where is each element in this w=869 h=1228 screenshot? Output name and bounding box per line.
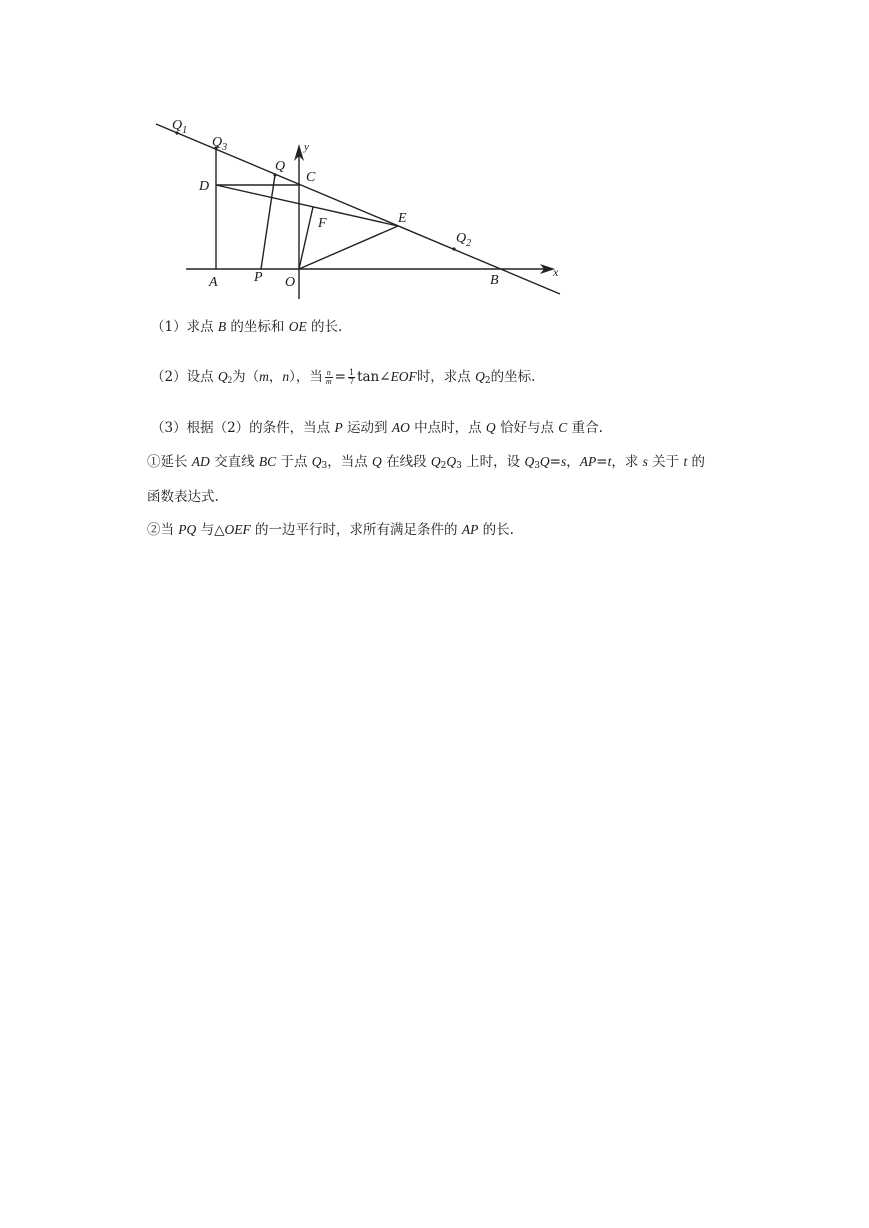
question-2: （2）设点 Q2为（m，n），当 $\frac{n}{m}$ = $\frac{1}{7}$ tan∠EOF时，求点 Q2的坐标. [151, 368, 536, 386]
label-y: y [304, 141, 309, 153]
label-q1: $Q_1$ [172, 118, 188, 136]
label-c: C [306, 170, 316, 185]
point-q2-dot [452, 247, 455, 250]
label-f: F [318, 216, 327, 231]
question-1: （1）求点 B 的坐标和 OE 的长. [151, 319, 343, 335]
label-p: P [254, 270, 263, 285]
question-3-part-1: ①延长 AD 交直线 BC 于点 Q3，当点 Q 在线段 Q2Q3 上时，设 Q3Q=s，AP=t，求 s 关于 t 的 [147, 454, 706, 471]
label-q: Q [275, 159, 286, 174]
segment-pq [261, 175, 275, 269]
fraction-1-over-7: $\frac{1}{7}$ [348, 368, 355, 386]
segment-oe [299, 226, 398, 269]
question-3: （3）根据（2）的条件，当点 P 运动到 AO 中点时，点 Q 恰好与点 C 重合. [151, 420, 603, 436]
label-q3: $Q_3$ [212, 135, 228, 153]
label-e: E [398, 211, 407, 226]
question-3-part-2: ②当 PQ 与△OEF 的一边平行时，求所有满足条件的 AP 的长. [147, 522, 514, 538]
label-a: A [209, 275, 218, 290]
label-q2: $Q_2$ [456, 231, 472, 249]
label-b: B [490, 273, 499, 288]
segment-of [299, 207, 313, 269]
segment-de [216, 185, 398, 226]
label-x: x [553, 265, 559, 279]
question-3-part-1-cont: 函数表达式. [147, 489, 219, 505]
label-d: D [199, 179, 210, 194]
geometry-figure [140, 110, 580, 310]
fraction-n-over-m: $\frac{n}{m}$ [325, 368, 332, 386]
label-o: O [285, 275, 296, 290]
